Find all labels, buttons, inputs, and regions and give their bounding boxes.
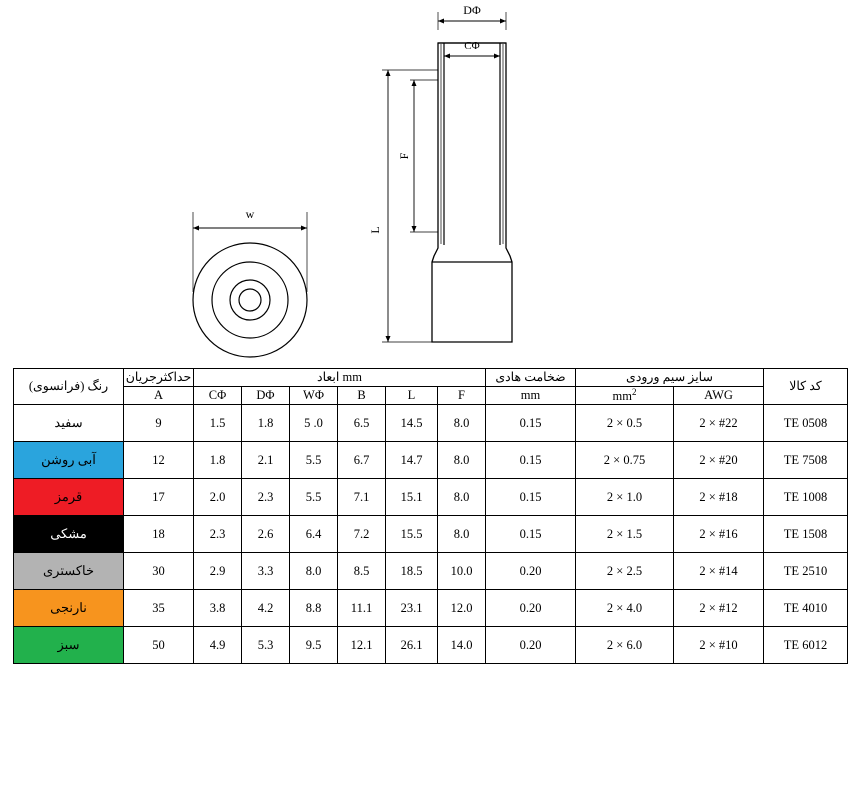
header-mm2-text: mm <box>612 389 632 404</box>
cell-color: سفید <box>14 405 124 442</box>
cell-d: 5.3 <box>242 627 290 664</box>
label-w: w <box>245 207 255 221</box>
cell-current: 50 <box>124 627 194 664</box>
cell-awg: 2 × #22 <box>674 405 764 442</box>
cell-f: 8.0 <box>438 442 486 479</box>
cell-d: 2.6 <box>242 516 290 553</box>
cell-code: TE 1008 <box>764 479 848 516</box>
front-view-outer-circle <box>193 243 307 357</box>
header-mm2-sup: 2 <box>631 387 637 398</box>
cell-f: 8.0 <box>438 479 486 516</box>
diagram-svg <box>0 0 800 368</box>
cell-f: 14.0 <box>438 627 486 664</box>
cell-code: TE 0508 <box>764 405 848 442</box>
cell-mm2: 2 × 6.0 <box>576 627 674 664</box>
header-l: L <box>386 387 438 405</box>
cell-c: 2.0 <box>194 479 242 516</box>
cell-l: 23.1 <box>386 590 438 627</box>
cell-c: 2.9 <box>194 553 242 590</box>
label-l: L <box>368 226 382 234</box>
cell-b: 11.1 <box>338 590 386 627</box>
cell-thickness: 0.15 <box>486 479 576 516</box>
cell-d: 3.3 <box>242 553 290 590</box>
cell-color: آبی روشن <box>14 442 124 479</box>
cell-w: 6.4 <box>290 516 338 553</box>
cell-b: 12.1 <box>338 627 386 664</box>
header-awg: AWG <box>674 387 764 405</box>
cell-code: TE 4010 <box>764 590 848 627</box>
front-view-mid-circle <box>212 262 288 338</box>
cell-mm2: 2 × 0.75 <box>576 442 674 479</box>
spec-table-container <box>13 368 828 664</box>
front-view-inner-circle <box>230 280 270 320</box>
cell-l: 18.5 <box>386 553 438 590</box>
header-c: CΦ <box>194 387 242 405</box>
front-view-bore-circle <box>239 289 261 311</box>
label-d-phi: DΦ <box>463 3 481 17</box>
cell-awg: 2 × #12 <box>674 590 764 627</box>
header-thickness-unit: mm <box>486 387 576 405</box>
cell-awg: 2 × #18 <box>674 479 764 516</box>
cell-awg: 2 × #10 <box>674 627 764 664</box>
header-f: F <box>438 387 486 405</box>
table-row <box>14 590 848 627</box>
cell-d: 1.8 <box>242 405 290 442</box>
header-d: DΦ <box>242 387 290 405</box>
cell-c: 2.3 <box>194 516 242 553</box>
cell-c: 1.8 <box>194 442 242 479</box>
cell-c: 3.8 <box>194 590 242 627</box>
header-wire-size: سایز سیم ورودی <box>576 369 764 387</box>
spec-table <box>13 368 848 664</box>
cell-d: 2.1 <box>242 442 290 479</box>
table-row <box>14 516 848 553</box>
cell-color: قرمز <box>14 479 124 516</box>
header-color-label: رنگ (فرانسوی) <box>28 379 109 394</box>
header-w: WΦ <box>290 387 338 405</box>
cell-w: 5.5 <box>290 442 338 479</box>
cell-d: 2.3 <box>242 479 290 516</box>
cell-w: 8.8 <box>290 590 338 627</box>
cell-thickness: 0.15 <box>486 442 576 479</box>
cell-b: 7.2 <box>338 516 386 553</box>
cell-code: TE 6012 <box>764 627 848 664</box>
cell-color: خاکستری <box>14 553 124 590</box>
header-current: حداکثرجریان <box>124 369 194 387</box>
cell-mm2: 2 × 1.0 <box>576 479 674 516</box>
cell-b: 8.5 <box>338 553 386 590</box>
cell-d: 4.2 <box>242 590 290 627</box>
cell-c: 4.9 <box>194 627 242 664</box>
cell-b: 6.7 <box>338 442 386 479</box>
cell-mm2: 2 × 1.5 <box>576 516 674 553</box>
header-code: کد کالا <box>764 369 848 405</box>
cell-color: سبز <box>14 627 124 664</box>
cell-current: 35 <box>124 590 194 627</box>
cell-thickness: 0.20 <box>486 627 576 664</box>
header-current-unit: A <box>124 387 194 405</box>
cell-color: نارنجی <box>14 590 124 627</box>
cell-w: 5.5 <box>290 479 338 516</box>
cell-w: 8.0 <box>290 553 338 590</box>
cell-l: 15.1 <box>386 479 438 516</box>
cell-f: 8.0 <box>438 405 486 442</box>
cell-f: 10.0 <box>438 553 486 590</box>
header-dimensions: ابعاد mm <box>194 369 486 387</box>
cell-current: 9 <box>124 405 194 442</box>
cell-w: 9.5 <box>290 627 338 664</box>
table-row <box>14 405 848 442</box>
header-row-2 <box>14 387 848 405</box>
cell-current: 30 <box>124 553 194 590</box>
cell-mm2: 2 × 2.5 <box>576 553 674 590</box>
header-thickness: ضخامت هادی <box>486 369 576 387</box>
header-row-1 <box>14 369 848 387</box>
cell-mm2: 2 × 0.5 <box>576 405 674 442</box>
cell-l: 15.5 <box>386 516 438 553</box>
cell-code: TE 7508 <box>764 442 848 479</box>
label-c-phi: CΦ <box>464 40 480 52</box>
cell-c: 1.5 <box>194 405 242 442</box>
table-row <box>14 479 848 516</box>
cell-current: 12 <box>124 442 194 479</box>
cell-b: 7.1 <box>338 479 386 516</box>
cell-thickness: 0.20 <box>486 553 576 590</box>
cell-awg: 2 × #16 <box>674 516 764 553</box>
cell-l: 26.1 <box>386 627 438 664</box>
header-color <box>14 369 124 405</box>
cell-b: 6.5 <box>338 405 386 442</box>
cell-f: 12.0 <box>438 590 486 627</box>
cell-awg: 2 × #14 <box>674 553 764 590</box>
table-row <box>14 442 848 479</box>
cell-code: TE 1508 <box>764 516 848 553</box>
cell-f: 8.0 <box>438 516 486 553</box>
label-f: F <box>397 152 411 160</box>
cell-current: 17 <box>124 479 194 516</box>
cell-thickness: 0.20 <box>486 590 576 627</box>
header-mm2 <box>576 387 674 405</box>
table-head <box>14 369 848 405</box>
cell-l: 14.7 <box>386 442 438 479</box>
table-row <box>14 553 848 590</box>
table-body <box>14 405 848 664</box>
cell-mm2: 2 × 4.0 <box>576 590 674 627</box>
ferrule-diagram <box>0 0 800 368</box>
cell-l: 14.5 <box>386 405 438 442</box>
header-b: B <box>338 387 386 405</box>
cell-awg: 2 × #20 <box>674 442 764 479</box>
cell-thickness: 0.15 <box>486 405 576 442</box>
cell-w: 5 .0 <box>290 405 338 442</box>
table-row <box>14 627 848 664</box>
cell-code: TE 2510 <box>764 553 848 590</box>
cell-color: مشکی <box>14 516 124 553</box>
cell-current: 18 <box>124 516 194 553</box>
cell-thickness: 0.15 <box>486 516 576 553</box>
